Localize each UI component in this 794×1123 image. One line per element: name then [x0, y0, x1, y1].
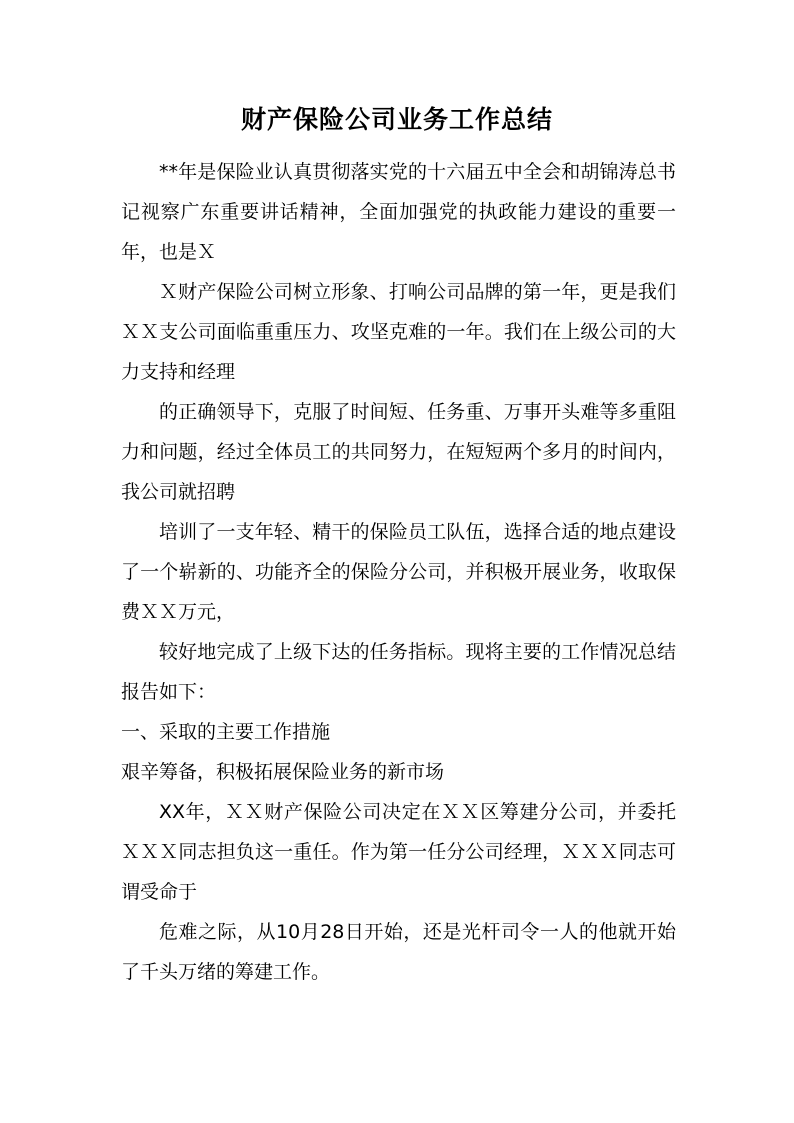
paragraph-4: 培训了一支年轻、精干的保险员工队伍，选择合适的地点建设了一个崭新的、功能齐全的保险分公司，并积极开展业务，收取保费ＸＸ万元， [121, 521, 676, 623]
paragraph-1: **年是保险业认真贯彻落实党的十六届五中全会和胡锦涛总书记视察广东重要讲话精神，全面加强党的执政能力建设的重要一年，也是Ｘ [121, 161, 676, 263]
paragraph-2: Ｘ财产保险公司树立形象、打响公司品牌的第一年，更是我们ＸＸ支公司面临重重压力、攻坚克难的一年。我们在上级公司的大力支持和经理 [121, 281, 676, 383]
paragraph-7: 危难之际，从10月28日开始，还是光杆司令一人的他就开始了千头万绪的筹建工作。 [121, 921, 676, 983]
paragraph-3: 的正确领导下，克服了时间短、任务重、万事开头难等多重阻力和问题，经过全体员工的共同努力，在短短两个多月的时间内，我公司就招聘 [121, 401, 676, 503]
paragraph-6: XX年，ＸＸ财产保险公司决定在ＸＸ区筹建分公司，并委托ＸＸＸ同志担负这一重任。作为第一任分公司经理，ＸＸＸ同志可谓受命于 [121, 801, 676, 903]
document-title: 财产保险公司业务工作总结 [240, 105, 553, 134]
subheading-1: 艰辛筹备，积极拓展保险业务的新市场 [121, 761, 445, 783]
section-heading-1: 一、采取的主要工作措施 [121, 721, 331, 743]
document-body [121, 152, 676, 992]
paragraph-5: 较好地完成了上级下达的任务指标。现将主要的工作情况总结报告如下： [121, 641, 676, 703]
